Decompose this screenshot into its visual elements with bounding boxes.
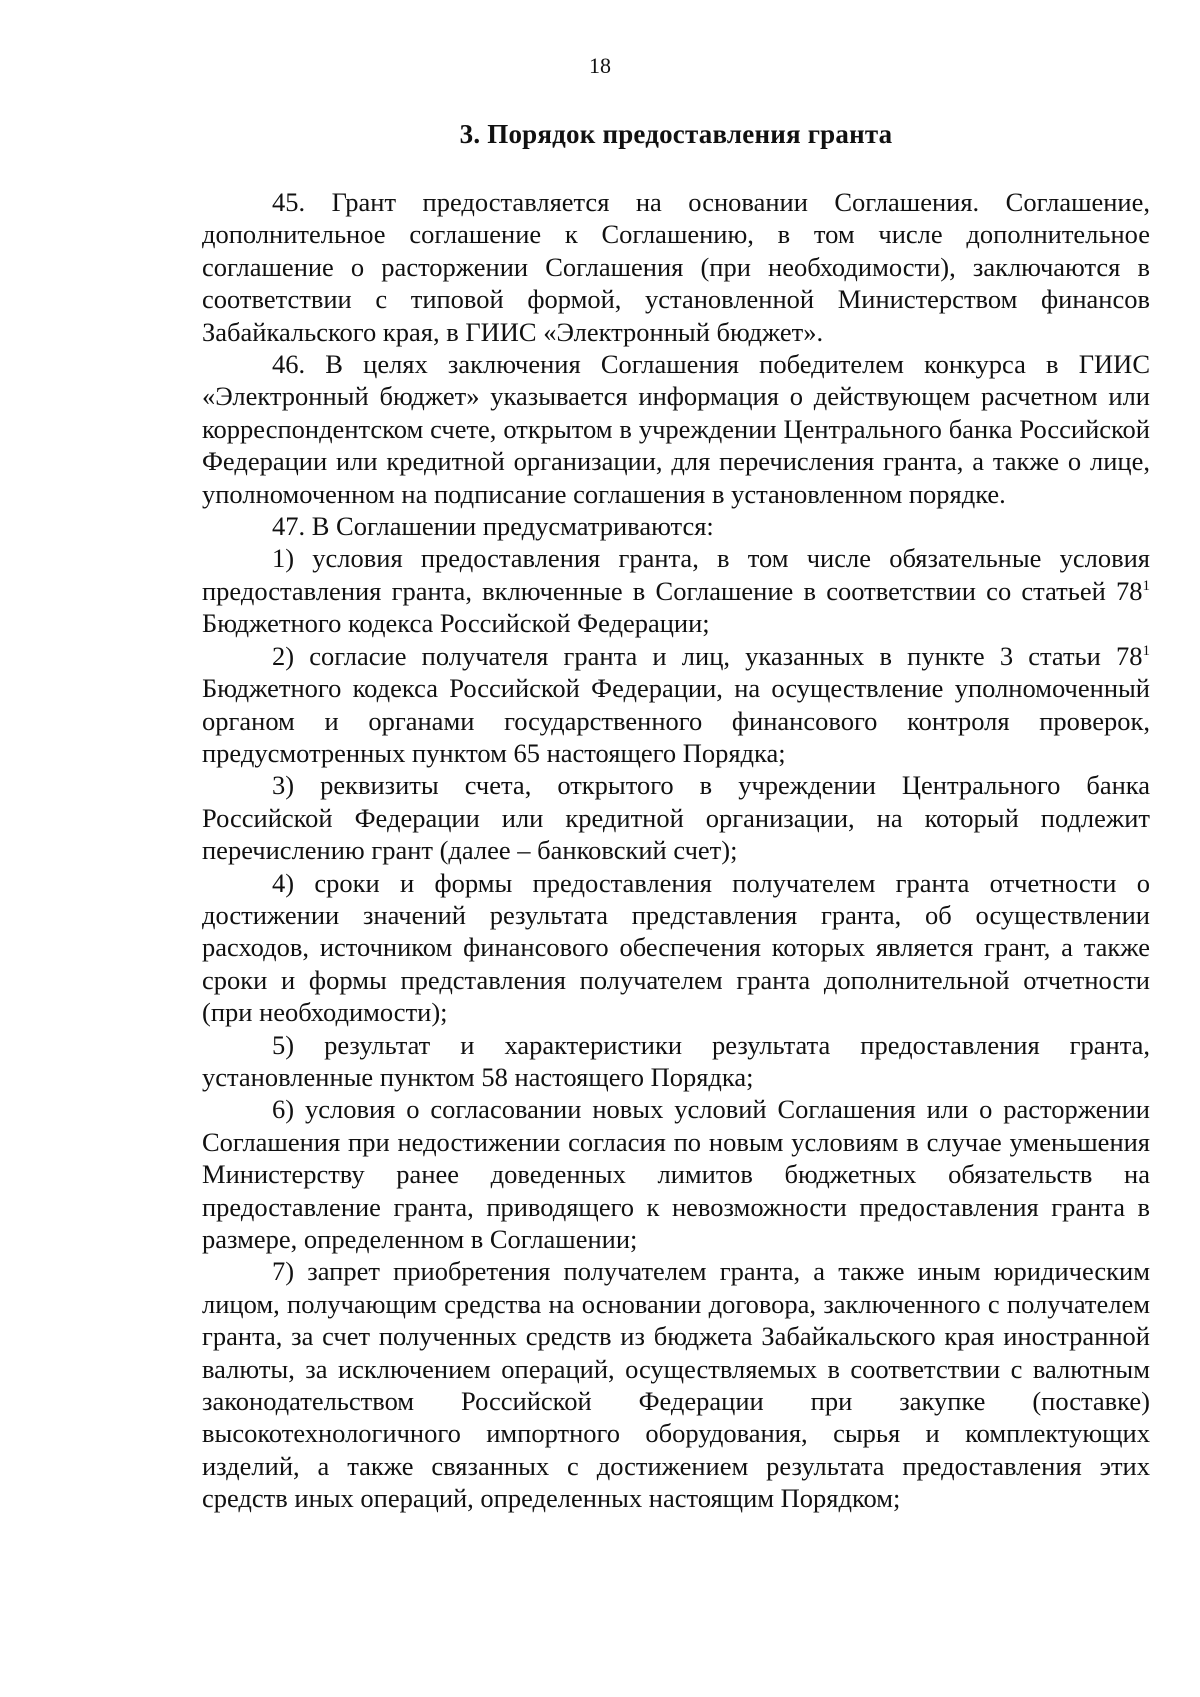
page-number: 18	[589, 53, 611, 78]
list-item-3: 3) реквизиты счета, открытого в учреждении Центрального банка Российской Федерации или кредитной организации, на который подлежит перечислению грант (далее – банковский счет);	[202, 770, 1150, 866]
section-title: 3. Порядок предоставления гранта	[459, 119, 893, 149]
list-item-1-text-after: Бюджетного кодекса Российской Федерации;	[202, 608, 710, 639]
paragraph-45: 45. Грант предоставляется на основании Соглашения. Соглашение, дополнительное соглашение к Соглашению, в том числе дополнительное соглашение о расторжении Соглашения (при необходимости), заключаются в соответствии с типовой формой, установленной Министерством финансов Забайкальского края, в ГИИС «Электронный бюджет».	[202, 187, 1150, 347]
list-item-2-superscript: 1	[1142, 642, 1150, 659]
list-item-4: 4) сроки и формы предоставления получателем гранта отчетности о достижении значений результата представления гранта, об осуществлении расходов, источником финансового обеспечения которых является грант, а также сроки и формы представления получателем гранта дополнительной отчетности (при необходимости);	[202, 867, 1150, 1028]
list-item-2-text-after: Бюджетного кодекса Российской Федерации, на осуществление уполномоченный органом и органами государственного финансового контроля проверок, предусмотренных пунктом 65 настоящего Порядка;	[202, 673, 1150, 768]
document-body	[202, 186, 1150, 1515]
list-item-1	[202, 542, 1150, 639]
list-item-2-text-before: 2) согласие получателя гранта и лиц, указанных в пункте 3 статьи 78	[272, 640, 1143, 671]
list-item-5: 5) результат и характеристики результата предоставления гранта, установленные пунктом 58 настоящего Порядка;	[202, 1029, 1150, 1092]
list-item-6: 6) условия о согласовании новых условий Соглашения или о расторжении Соглашения при недостижении согласия по новым условиям в случае уменьшения Министерству ранее доведенных лимитов бюджетных обязательств на предоставление гранта, приводящего к невозможности предоставления гранта в размере, определенном в Соглашении;	[202, 1094, 1150, 1254]
list-item-7: 7) запрет приобретения получателем гранта, а также иным юридическим лицом, получающим средства на основании договора, заключенного с получателем гранта, за счет полученных средств из бюджета Забайкальского края иностранной валюты, за исключением операций, осуществляемых в соответствии с валютным законодательством Российской Федерации при закупке (поставке) высокотехнологичного импортного оборудования, сырья и комплектующих изделий, а также связанных с достижением результата предоставления этих средств иных операций, определенных настоящим Порядком;	[202, 1256, 1150, 1514]
list-item-2	[202, 640, 1150, 770]
list-item-1-superscript: 1	[1142, 578, 1150, 595]
list-item-1-text-before: 1) условия предоставления гранта, в том числе обязательные условия предоставления гранта, включенные в Соглашение в соответствии со статьей 78	[202, 543, 1150, 606]
paragraph-47: 47. В Соглашении предусматриваются:	[272, 511, 714, 542]
paragraph-46: 46. В целях заключения Соглашения победителем конкурса в ГИИС «Электронный бюджет» указывается информация о действующем расчетном или корреспондентском счете, открытом в учреждении Центрального банка Российской Федерации или кредитной организации, для перечисления гранта, а также о лице, уполномоченном на подписание соглашения в установленном порядке.	[202, 349, 1150, 509]
